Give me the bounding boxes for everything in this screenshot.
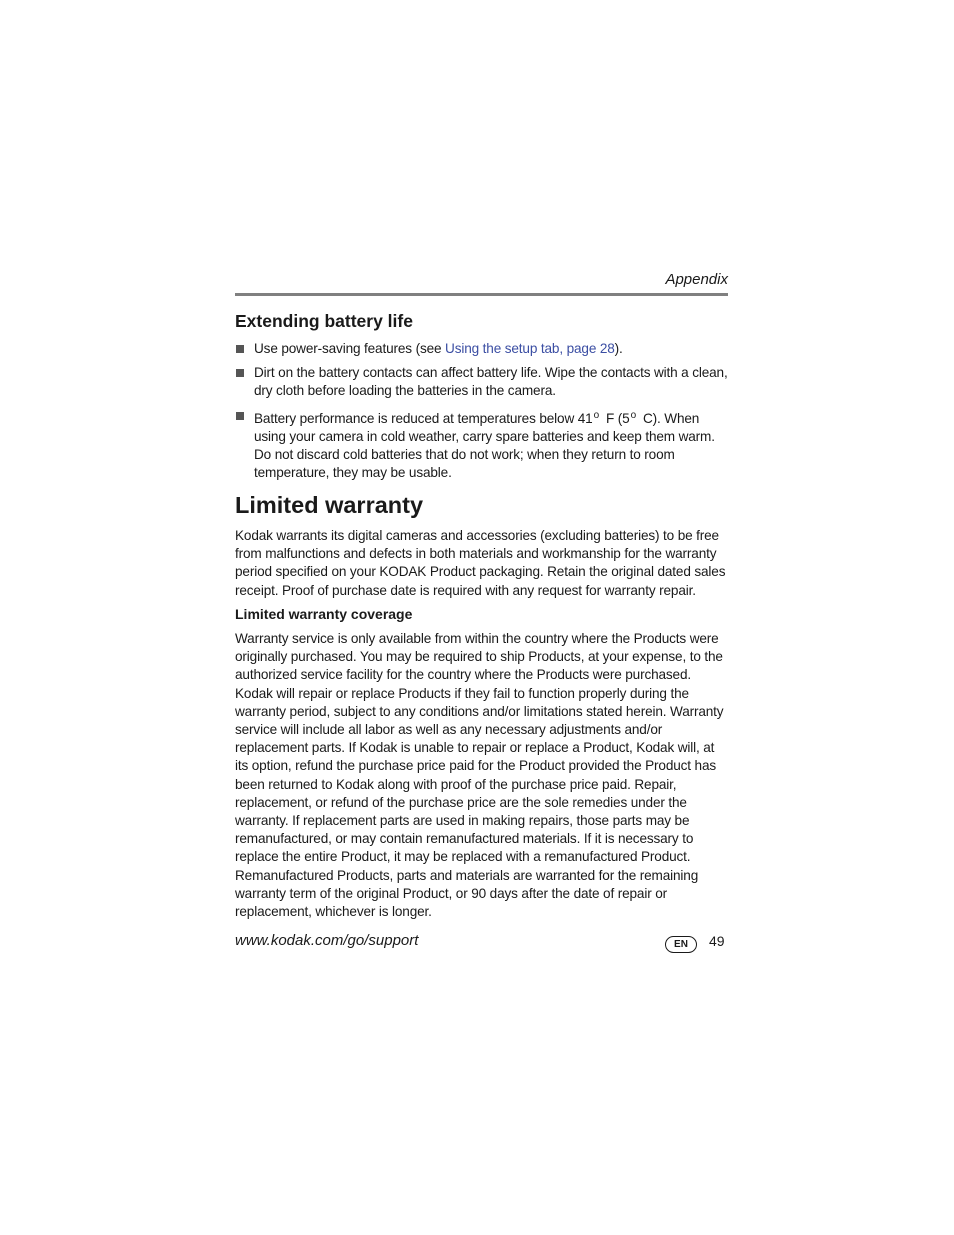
list-item	[235, 340, 728, 358]
degree-symbol: o	[593, 409, 599, 421]
coverage-text: Warranty service is only available from within the country where the Products were originally purchased. You may be required to ship Products, at your expense, to the authorized service facility for the country where the Products were purchased. Kodak will repair or replace Products if they fail to function properly during the warranty period, subject to any conditions and/or limitations stated herein. Warranty service will include all labor as well as any necessary adjustments and/or replacement parts. If Kodak is unable to repair or replace a Product, Kodak will, at its option, refund the purchase price paid for the Product provided the Product has been returned to Kodak along with proof of the purchase price paid. Repair, replacement, or refund of the purchase price are the sole remedies under the warranty. If replacement parts are used in making repairs, those parts may be remanufactured, or may contain remanufactured materials. If it is necessary to replace the entire Product, it may be replaced with a remanufactured Product. Remanufactured Products, parts and materials are warranted for the remaining warranty term of the original Product, or 90 days after the date of repair or replacement, whichever is longer.	[235, 631, 724, 920]
battery-section-title: Extending battery life	[235, 311, 413, 331]
support-url: www.kodak.com/go/support	[235, 932, 419, 949]
bullet-text: Dirt on the battery contacts can affect battery life. Wipe the contacts with a clean, dry cloth before loading the batteries in the camera.	[254, 365, 728, 399]
degree-symbol: o	[630, 409, 636, 421]
bullet-text-post: C). When using your camera in cold weather, carry spare batteries and keep them warm. Do not discard cold batteries that do not work; when they return to room temperature, they may be usable.	[254, 410, 715, 481]
page-number: 49	[709, 933, 725, 949]
bullet-text-mid: F (5	[606, 410, 630, 426]
bullet-square-icon	[236, 369, 244, 377]
bullet-text-pre: Battery performance is reduced at temperatures below 41	[254, 410, 593, 426]
coverage-title: Limited warranty coverage	[235, 606, 413, 622]
header-divider	[235, 293, 728, 296]
setup-tab-link[interactable]: Using the setup tab, page 28	[445, 341, 615, 356]
bullet-square-icon	[236, 345, 244, 353]
language-badge: EN	[665, 936, 697, 953]
list-item	[235, 407, 728, 483]
battery-tips-list	[235, 340, 728, 488]
bullet-square-icon	[236, 412, 244, 420]
running-header: Appendix	[665, 271, 728, 288]
warranty-title: Limited warranty	[235, 492, 424, 518]
list-item	[235, 364, 728, 400]
bullet-text-pre: Use power-saving features (see	[254, 341, 446, 356]
bullet-text-post: ).	[614, 341, 623, 356]
warranty-intro: Kodak warrants its digital cameras and accessories (excluding batteries) to be free from malfunctions and defects in both materials and workmanship for the warranty period specified on your KODAK Product packaging. Retain the original dated sales receipt. Proof of purchase date is required with any request for warranty repair.	[235, 528, 726, 598]
